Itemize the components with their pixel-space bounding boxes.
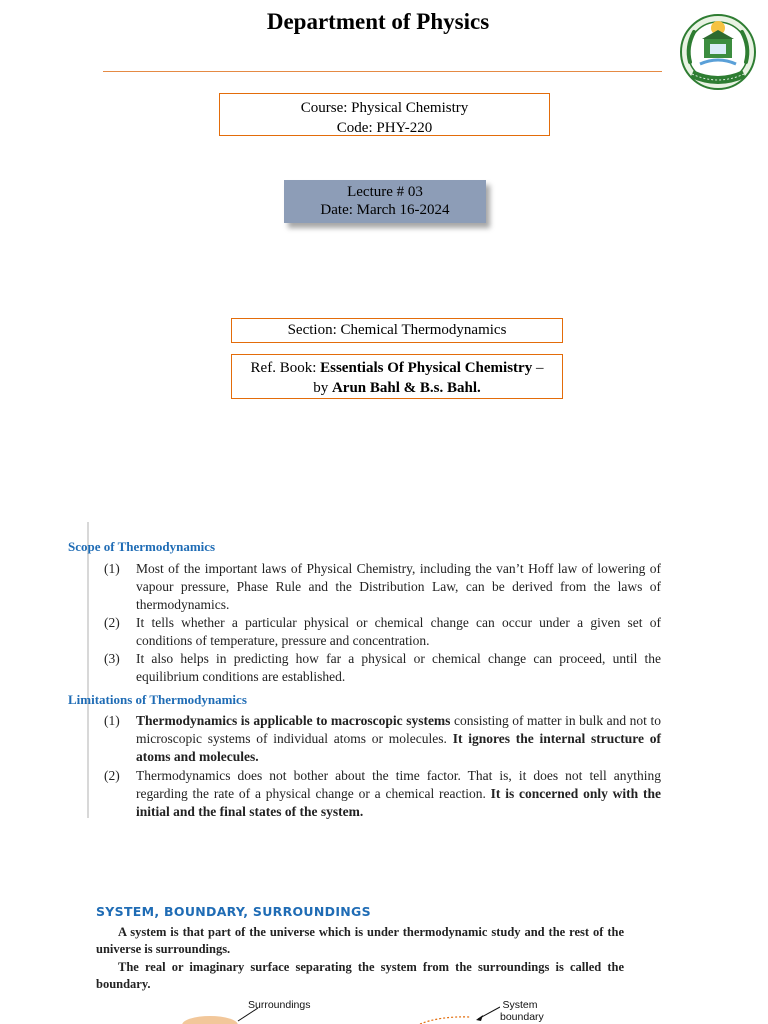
limitation-text: consisting of matter in bulk and not to microscopic systems of individual atoms or molecules.	[136, 713, 661, 746]
scope-item-number: (3)	[104, 651, 120, 666]
ref-book-title: Essentials Of Physical Chemistry	[320, 360, 533, 376]
scope-item-2	[0, 614, 768, 650]
scope-item-text: It also helps in predicting how far a physical or chemical change can proceed, until the equilibrium conditions are established.	[136, 651, 661, 684]
limitation-bold-text: It is concerned only with the initial and the final states of the system.	[136, 786, 661, 819]
boundary-label-line1: System	[502, 999, 538, 1011]
scope-item-1	[0, 560, 768, 614]
college-logo	[678, 12, 758, 92]
scope-item-3	[0, 650, 768, 686]
lecture-number: Lecture # 03	[347, 184, 423, 200]
scope-item-text: Most of the important laws of Physical Chemistry, including the van’t Hoff law of lowering of vapour pressure, Phase Rule and the Distribution Law, can be derived from the laws of thermodynamics.	[136, 561, 661, 612]
limitation-item-2	[0, 767, 768, 821]
scope-heading: Scope of Thermodynamics	[68, 539, 216, 554]
system-diagram	[170, 1005, 500, 1024]
surroundings-region	[182, 1016, 238, 1024]
course-code: Code: PHY-220	[336, 120, 433, 136]
ref-dash: –	[532, 360, 544, 376]
lecture-box	[284, 180, 486, 223]
section-box: Section: Chemical Thermodynamics	[231, 318, 563, 343]
boundary-definition: The real or imaginary surface separating the system from the surroundings is called the boundary.	[96, 960, 624, 991]
limitation-item-number: (2)	[104, 768, 120, 783]
reference-box	[231, 354, 563, 399]
limitation-bold-text: Thermodynamics is applicable to macroscopic systems	[136, 713, 451, 728]
course-name: Course: Physical Chemistry	[300, 100, 469, 116]
limitation-item-number: (1)	[104, 713, 120, 728]
ref-by: by	[313, 380, 332, 396]
limitation-text: Thermodynamics does not bother about the time factor. That is, it does not tell anything regarding the rate of a physical change or a chemical reaction.	[136, 768, 661, 801]
course-box	[219, 93, 550, 136]
scope-item-number: (2)	[104, 615, 120, 630]
limitations-heading: Limitations of Thermodynamics	[68, 692, 247, 707]
lecture-date: Date: March 16-2024	[320, 202, 450, 218]
ref-authors: Arun Bahl & B.s. Bahl.	[331, 380, 481, 396]
scope-item-text: It tells whether a particular physical or chemical change can occur under a given set of conditions of temperature, pressure and concentration.	[136, 615, 661, 648]
limitation-bold-text: It ignores the internal structure of atoms and molecules.	[136, 731, 661, 764]
scope-item-number: (1)	[104, 561, 120, 576]
surroundings-pointer	[238, 1008, 258, 1021]
department-title: Department of Physics	[266, 9, 490, 34]
system-definition: A system is that part of the universe which is under thermodynamic study and the rest of the universe is surroundings.	[96, 925, 624, 956]
system-heading: SYSTEM, BOUNDARY, SURROUNDINGS	[96, 904, 371, 919]
limitation-item-1	[0, 712, 768, 766]
boundary-label-line2: boundary	[500, 1011, 544, 1023]
surroundings-label: Surroundings	[248, 999, 311, 1011]
ref-prefix: Ref. Book:	[250, 360, 321, 376]
boundary-curve	[420, 1017, 470, 1024]
system-boundary-label	[500, 999, 544, 1023]
title-divider	[103, 71, 662, 72]
